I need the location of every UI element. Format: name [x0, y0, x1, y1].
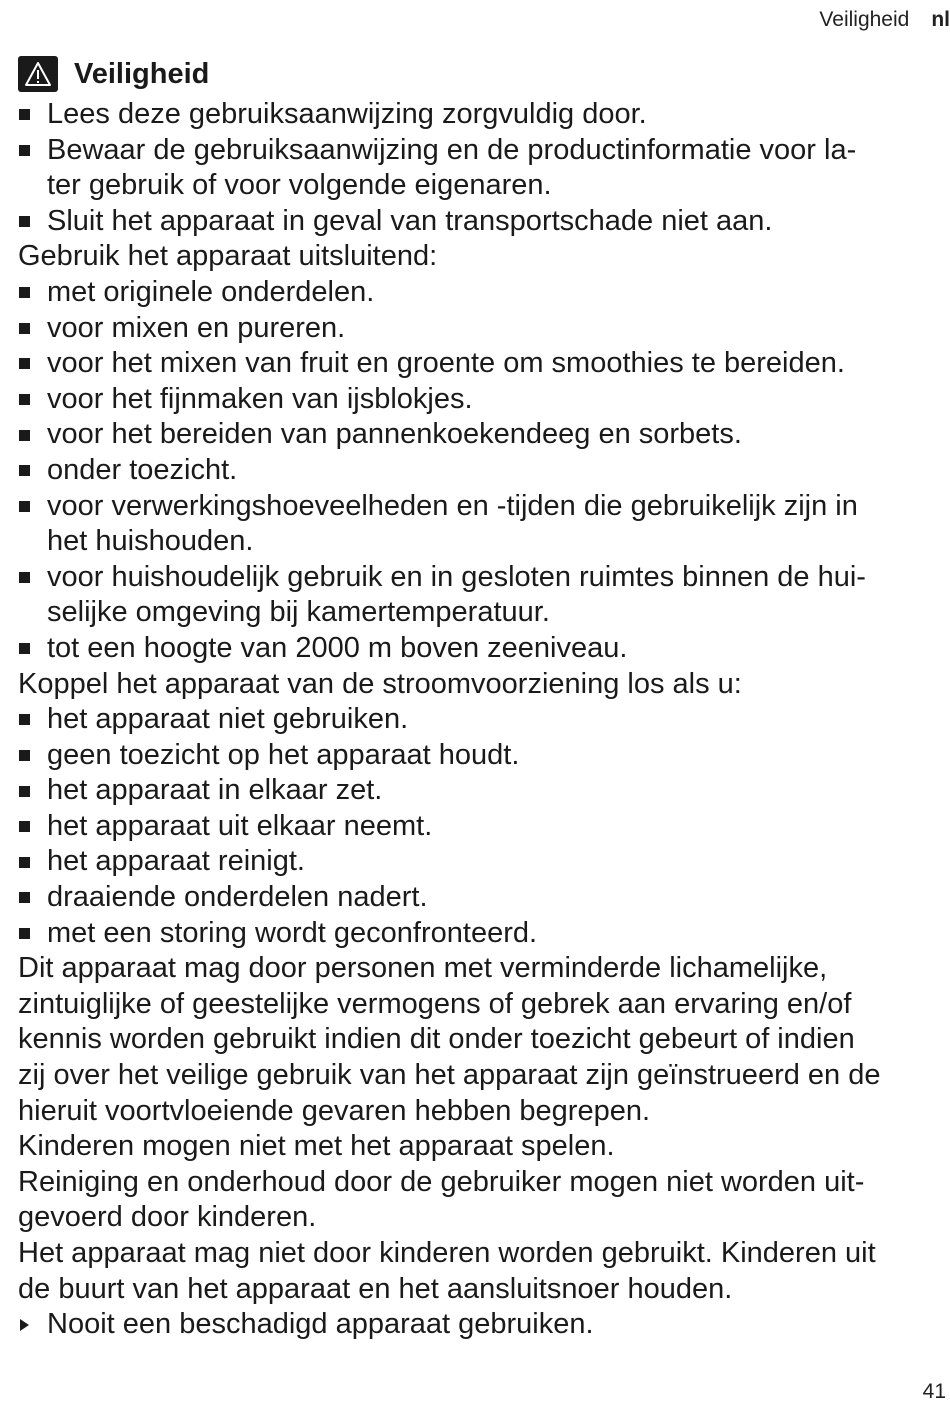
- square-bullet-icon: [19, 857, 30, 868]
- list-item: [18, 311, 946, 347]
- list-item-text: geen toezicht op het apparaat houdt.: [47, 738, 520, 771]
- list-item-text: Sluit het apparaat in geval van transportschade niet aan.: [47, 204, 773, 237]
- square-bullet-icon: [19, 465, 30, 476]
- paragraph: Reiniging en onderhoud door de gebruiker mogen niet worden uit- gevoerd door kinderen.: [18, 1165, 865, 1234]
- list-item: [18, 346, 946, 382]
- list-item: [18, 382, 946, 418]
- bullet-marker: [18, 275, 47, 311]
- list-item-text: voor mixen en pureren.: [47, 311, 346, 344]
- square-bullet-icon: [19, 892, 30, 903]
- bullet-marker: [18, 382, 47, 418]
- list-item-text: voor huishoudelijk gebruik en in gesloten ruimtes binnen de hui- selijke omgeving bij kamertemperatuur.: [47, 560, 866, 629]
- paragraph: Het apparaat mag niet door kinderen worden gebruikt. Kinderen uit de buurt van het apparaat en het aansluitsnoer houden.: [18, 1237, 876, 1305]
- square-bullet-icon: [19, 145, 30, 156]
- list-item-text: het apparaat uit elkaar neemt.: [47, 809, 433, 842]
- bullet-marker: [18, 133, 47, 169]
- list-item: [18, 631, 946, 667]
- bullet-marker: [18, 631, 47, 667]
- list-item: [18, 417, 946, 453]
- square-bullet-icon: [19, 216, 30, 227]
- header-section-title: Veiligheid: [819, 8, 910, 31]
- warning-triangle-icon: [18, 56, 58, 92]
- square-bullet-icon: [19, 430, 30, 441]
- page-header: [0, 8, 950, 32]
- bullet-marker: [18, 204, 47, 240]
- list-item-text: het apparaat in elkaar zet.: [47, 774, 383, 807]
- bullet-marker: [18, 702, 47, 738]
- bullet-marker: [18, 311, 47, 347]
- square-bullet-icon: [19, 928, 30, 939]
- list-item: [18, 738, 946, 774]
- bullet-marker: [18, 773, 47, 809]
- list-item-text: het apparaat niet gebruiken.: [47, 703, 409, 736]
- paragraph: Kinderen mogen niet met het apparaat spelen.: [18, 1130, 615, 1163]
- list-item-text: voor het mixen van fruit en groente om smoothies te bereiden.: [47, 347, 845, 380]
- square-bullet-icon: [19, 323, 30, 334]
- list-item: [18, 916, 946, 952]
- list-item: [18, 133, 946, 204]
- list-item-text: met een storing wordt geconfronteerd.: [47, 916, 538, 949]
- list-item: [18, 809, 946, 845]
- list-item-text: voor het fijnmaken van ijsblokjes.: [47, 382, 473, 415]
- bullet-marker: [18, 738, 47, 774]
- list-item-text: Bewaar de gebruiksaanwijzing en de productinformatie voor la- ter gebruik of voor volgende eigenaren.: [47, 133, 857, 202]
- square-bullet-icon: [19, 394, 30, 405]
- page-number: 41: [922, 1380, 946, 1403]
- header-language-code: nl: [931, 8, 950, 31]
- list-item-text: voor het bereiden van pannenkoekendeeg en sorbets.: [47, 418, 742, 451]
- list-item: [18, 880, 946, 916]
- bullet-marker: [18, 453, 47, 489]
- square-bullet-icon: [19, 750, 30, 761]
- list-item: [18, 702, 946, 738]
- paragraph: Dit apparaat mag door personen met verminderde lichamelijke, zintuiglijke of geestelijke vermogens of gebrek aan ervaring en/of kennis worden gebruikt indien dit onder toezicht gebeurt of indien zij over het veilige gebruik van het apparaat zijn geïnstrueerd en de hieruit voortvloeiende gevaren hebben begrepen.: [18, 952, 881, 1127]
- bullet-marker: [18, 346, 47, 382]
- instruction-item: [18, 1307, 946, 1343]
- safety-content: [18, 97, 946, 1343]
- list-item: [18, 489, 946, 560]
- arrow-right-icon: [20, 1319, 29, 1331]
- bullet-marker: [18, 809, 47, 845]
- bullet-marker: [18, 489, 47, 525]
- section-heading: [18, 52, 946, 96]
- square-bullet-icon: [19, 287, 30, 298]
- list-item-text: voor verwerkingshoeveelheden en -tijden die gebruikelijk zijn in het huishouden.: [47, 489, 858, 558]
- square-bullet-icon: [19, 358, 30, 369]
- list-item-text: Nooit een beschadigd apparaat gebruiken.: [47, 1308, 594, 1341]
- list-item: [18, 97, 946, 133]
- bullet-marker: [18, 880, 47, 916]
- square-bullet-icon: [19, 786, 30, 797]
- list-item-text: Lees deze gebruiksaanwijzing zorgvuldig door.: [47, 98, 647, 130]
- list-item-text: met originele onderdelen.: [47, 275, 375, 308]
- paragraph: Koppel het apparaat van de stroomvoorziening los als u:: [18, 667, 742, 700]
- list-item: [18, 275, 946, 311]
- square-bullet-icon: [19, 821, 30, 832]
- page-title: Veiligheid: [74, 57, 210, 90]
- document-body: [18, 52, 946, 1343]
- list-item-text: draaiende onderdelen nadert.: [47, 881, 428, 914]
- list-item: [18, 453, 946, 489]
- list-item: [18, 844, 946, 880]
- bullet-marker: [18, 417, 47, 453]
- paragraph: Gebruik het apparaat uitsluitend:: [18, 240, 438, 273]
- bullet-marker: [18, 560, 47, 596]
- list-item-text: onder toezicht.: [47, 453, 238, 486]
- list-item-text: tot een hoogte van 2000 m boven zeeniveau.: [47, 631, 628, 664]
- list-item: [18, 560, 946, 631]
- bullet-marker: [18, 916, 47, 952]
- square-bullet-icon: [19, 501, 30, 512]
- list-item: [18, 773, 946, 809]
- bullet-marker: [18, 1307, 47, 1343]
- bullet-marker: [18, 844, 47, 880]
- square-bullet-icon: [19, 643, 30, 654]
- list-item: [18, 204, 946, 240]
- list-item-text: het apparaat reinigt.: [47, 845, 305, 878]
- square-bullet-icon: [19, 572, 30, 583]
- square-bullet-icon: [19, 109, 30, 120]
- square-bullet-icon: [19, 714, 30, 725]
- bullet-marker: [18, 97, 47, 133]
